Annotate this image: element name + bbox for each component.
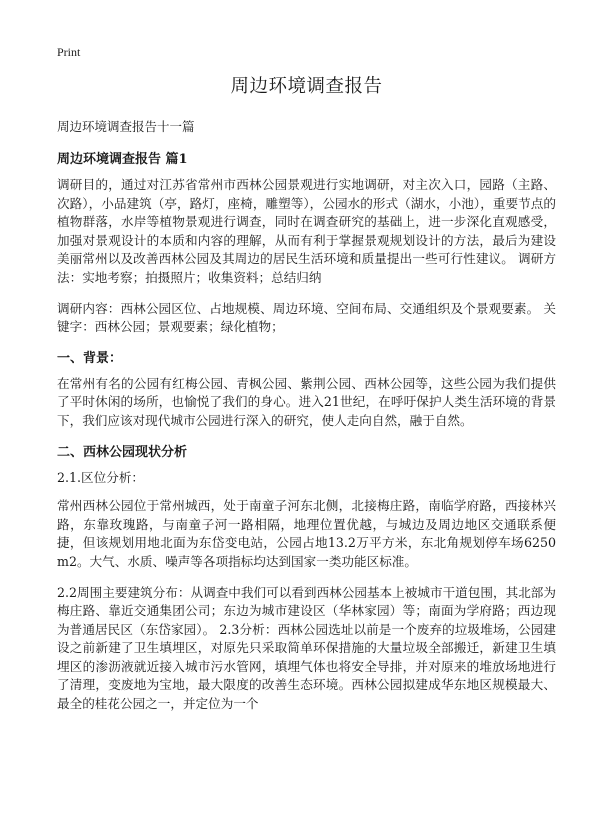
paragraph-background: 在常州有名的公园有红梅公园、青枫公园、紫荆公园、西林公园等，这些公园为我们提供了平时休闲的场所，也愉悦了我们的身心。进入21世纪，在呼吁保护人类生活环境的背景下，我们应该对现代城市公园进行深入的研究，使人走向自然，融于自然。 [57, 375, 556, 428]
paragraph-surroundings: 2.2周围主要建筑分布：从调查中我们可以看到西林公园基本上被城市干道包围，其北部为梅庄路、靠近交通集团公司；东边为城市建设区（华林家园）等；南面为学府路；西边现为普通居民区（东岱家园）。 2.3分析：西林公园选址以前是一个废弃的垃圾堆场，公园建设之前新建了卫生填埋区，对原先只采取简单环保措施的大量垃圾全部搬迁，新建卫生填埋区的渗沥液就近接入城市污水管网，填埋气体也将安全导排，并对原来的堆放场地进行了清理，变废地为宝地，最大限度的改善生态环境。西林公园拟建成华东地区规模最大、最全的桂花公园之一，并定位为一个 [57, 584, 556, 712]
document-title: 周边环境调查报告 [230, 76, 383, 97]
article-heading: 周边环境调查报告 篇1 [57, 152, 188, 167]
paragraph-purpose: 调研目的，通过对江苏省常州市西林公园景观进行实地调研，对主次入口，园路（主路、次路），小品建筑（亭，路灯，座椅，雕塑等），公园水的形式（湖水，小池），重要节点的植物群落，水岸等植物景观进行调查，同时在调查研究的基础上，进一步深化直观感受，加强对景观设计的本质和内容的理解，从而有利于掌握景观规划设计的方法，最后为建设美丽常州以及改善西林公园及其周边的居民生活环境和质量提出一些可行性建议。 调研方法：实地考察；拍摄照片；收集资料；总结归纳 [57, 177, 556, 285]
paragraph-location-label: 2.1.区位分析： [57, 469, 145, 485]
section-heading-background: 一、背景： [57, 350, 123, 366]
section-heading-analysis: 二、西林公园现状分析 [57, 444, 188, 460]
document-subtitle: 周边环境调查报告十一篇 [57, 119, 195, 134]
paragraph-location: 常州西林公园位于常州城西，处于南童子河东北侧，北接梅庄路，南临学府路，西接林兴路，东靠玫瑰路，与南童子河一路相隔，地理位置优越，与城边及周边地区交通联系便捷，但该规划用地北面为东岱变电站，公园占地13.2万平方米，东北角规划停车场6250m2。大气、水质、噪声等各项指标均达到国家一类功能区标准。 [57, 498, 556, 569]
paragraph-content: 调研内容：西林公园区位、占地规模、周边环境、空间布局、交通组织及个景观要素。 关键字：西林公园；景观要素；绿化植物； [57, 300, 556, 335]
print-label[interactable]: Print [57, 45, 81, 59]
